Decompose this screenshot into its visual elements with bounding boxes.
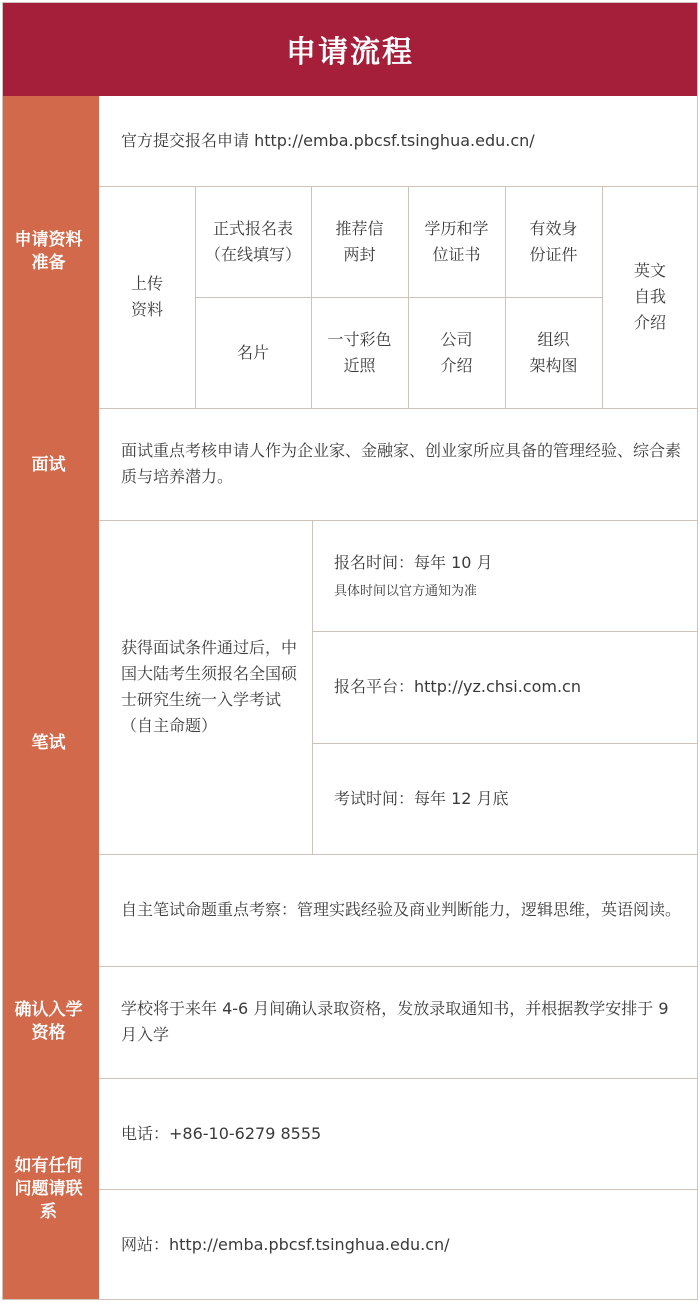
written-exam-focus: 自主笔试命题重点考察：管理实践经验及商业判断能力，逻辑思维，英语阅读。 — [121, 900, 682, 919]
official-application-text: 官方提交报名申请 http://emba.pbcsf.tsinghua.edu.cn/ — [121, 131, 535, 150]
material-item-application-form: 正式报名表 （在线填写） — [204, 218, 301, 264]
registration-platform: 报名平台：http://yz.chsi.com.cn — [334, 677, 581, 696]
material-item-degree-certificate: 学历和学 位证书 — [424, 218, 489, 264]
label-admission: 确认入学资格 — [14, 1000, 83, 1043]
registration-time-cell — [312, 520, 698, 631]
registration-time: 报名时间：每年 10 月 — [334, 552, 493, 572]
material-item-photo: 一寸彩色 近照 — [327, 329, 392, 375]
material-item-recommendation: 推荐信 两封 — [335, 218, 384, 264]
material-item-english-intro: 英文 自我 介绍 — [633, 261, 666, 332]
left-label-column — [2, 96, 99, 1300]
label-interview: 面试 — [31, 454, 66, 475]
exam-time: 考试时间：每年 12 月底 — [334, 788, 509, 808]
registration-time-note: 具体时间以官方通知为准 — [334, 583, 478, 599]
label-contact: 如有任何问题请联系 — [14, 1155, 83, 1222]
material-item-company-intro: 公司 介绍 — [440, 329, 473, 375]
admission-text: 学校将于来年 4-6 月间确认录取资格，发放录取通知书，并根据教学安排于 9 月入学 — [121, 999, 669, 1044]
upload-materials-label: 上传 资料 — [130, 274, 163, 319]
interview-text: 面试重点考核申请人作为企业家、金融家、创业家所应具备的管理经验、综合素质与培养潜力。 — [121, 441, 682, 486]
material-item-id-document: 有效身 份证件 — [529, 218, 578, 264]
page-title: 申请流程 — [2, 2, 698, 96]
material-item-business-card: 名片 — [236, 342, 269, 362]
written-exam-requirement: 获得面试条件通过后，中国大陆考生须报名全国硕士研究生统一入学考试（自主命题） — [121, 638, 298, 735]
contact-website[interactable]: 网站：http://emba.pbcsf.tsinghua.edu.cn/ — [121, 1234, 450, 1254]
label-written: 笔试 — [31, 732, 66, 753]
label-materials: 申请资料准备 — [14, 230, 83, 273]
material-item-org-chart: 组织 架构图 — [529, 329, 578, 375]
contact-phone: 电话：+86-10-6279 8555 — [121, 1123, 322, 1143]
